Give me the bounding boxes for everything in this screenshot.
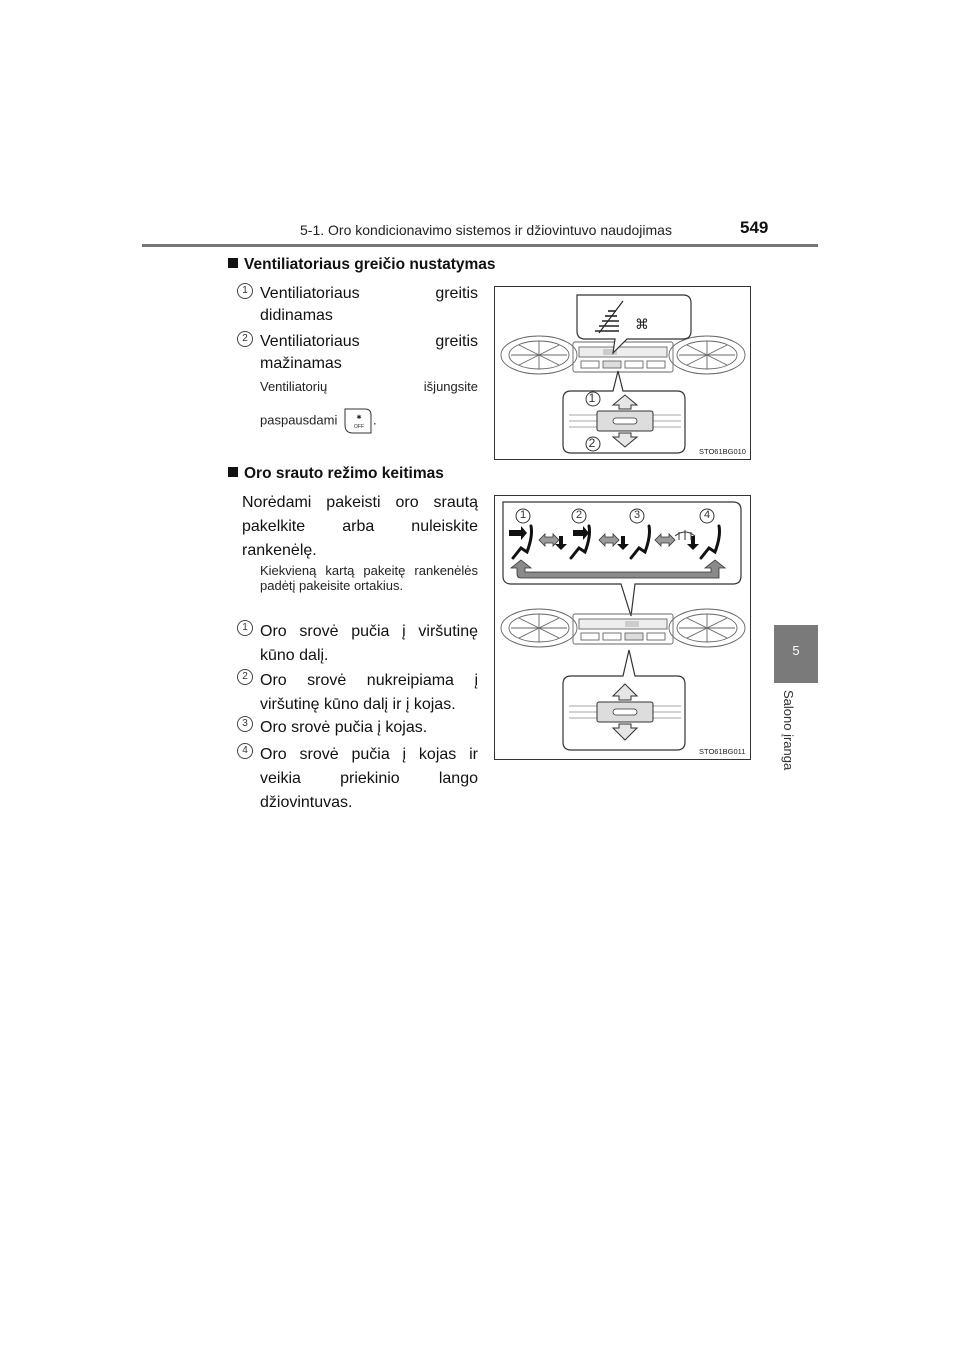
svg-text:✱: ✱ [356, 415, 362, 421]
note-text: Kiekvieną kartą pakeitę rankenėlės padėtį pakeisite ortakius. [260, 563, 478, 593]
figure-callout-2: 2 [588, 436, 596, 450]
callout-number: 1 [237, 283, 253, 299]
note-text-part: paspausdami [260, 412, 338, 428]
figure-callout-2: 2 [575, 509, 583, 521]
list-item: Ventiliatoriaus greitis mažinamas [260, 333, 478, 372]
callout-number: 1 [237, 620, 253, 636]
square-bullet-icon [228, 258, 238, 268]
figure-code: STO61BG010 [699, 447, 746, 456]
svg-text:⌘: ⌘ [635, 317, 649, 333]
callout-number: 3 [237, 716, 253, 732]
callout-number: 2 [237, 331, 253, 347]
section-heading-fan-speed [228, 256, 496, 274]
figure-code: STO61BG011 [699, 747, 746, 756]
chapter-tab-number: 5 [792, 643, 800, 658]
note-text-line2 [260, 407, 500, 435]
airflow-mode-illustration [495, 496, 750, 759]
note-text: Ventiliatorių išjungsite [260, 379, 478, 394]
figure-airflow-mode [494, 495, 751, 760]
note-end: . [372, 412, 377, 428]
figure-callout-3: 3 [633, 509, 641, 521]
off-label: OFF [353, 424, 364, 430]
page-number: 549 [740, 218, 769, 237]
list-item: Oro srovė pučia į kojas. [260, 719, 428, 736]
square-bullet-icon [228, 467, 238, 477]
list-item: Oro srovė pučia į viršutinę kūno dalį. [260, 623, 478, 664]
section-heading-text: Oro srauto režimo keitimas [244, 465, 444, 482]
header-rule [142, 244, 818, 247]
intro-paragraph: Norėdami pakeisti oro srautą pakelkite arba nuleiskite rankenėlę. [242, 494, 478, 559]
list-item: Oro srovė pučia į kojas ir veikia priekinio lango džiovintuvas. [260, 746, 478, 811]
list-item: Ventiliatoriaus greitis didinamas [260, 285, 478, 324]
figure-callout-1: 1 [519, 509, 527, 521]
list-item: Oro srovė nukreipiama į viršutinę kūno dalį ir į kojas. [260, 672, 478, 713]
section-heading-airflow [228, 465, 444, 483]
chapter-tab-label: Salono įranga [781, 690, 796, 771]
callout-number: 2 [237, 669, 253, 685]
chapter-title: 5-1. Oro kondicionavimo sistemos ir džiovintuvo naudojimas [300, 222, 672, 238]
figure-callout-4: 4 [703, 509, 711, 521]
callout-number: 4 [237, 743, 253, 759]
figure-callout-1: 1 [588, 391, 596, 405]
fan-speed-illustration [495, 287, 750, 459]
fan-off-button-icon [341, 407, 373, 435]
section-heading-text: Ventiliatoriaus greičio nustatymas [244, 256, 496, 273]
figure-fan-speed [494, 286, 751, 460]
